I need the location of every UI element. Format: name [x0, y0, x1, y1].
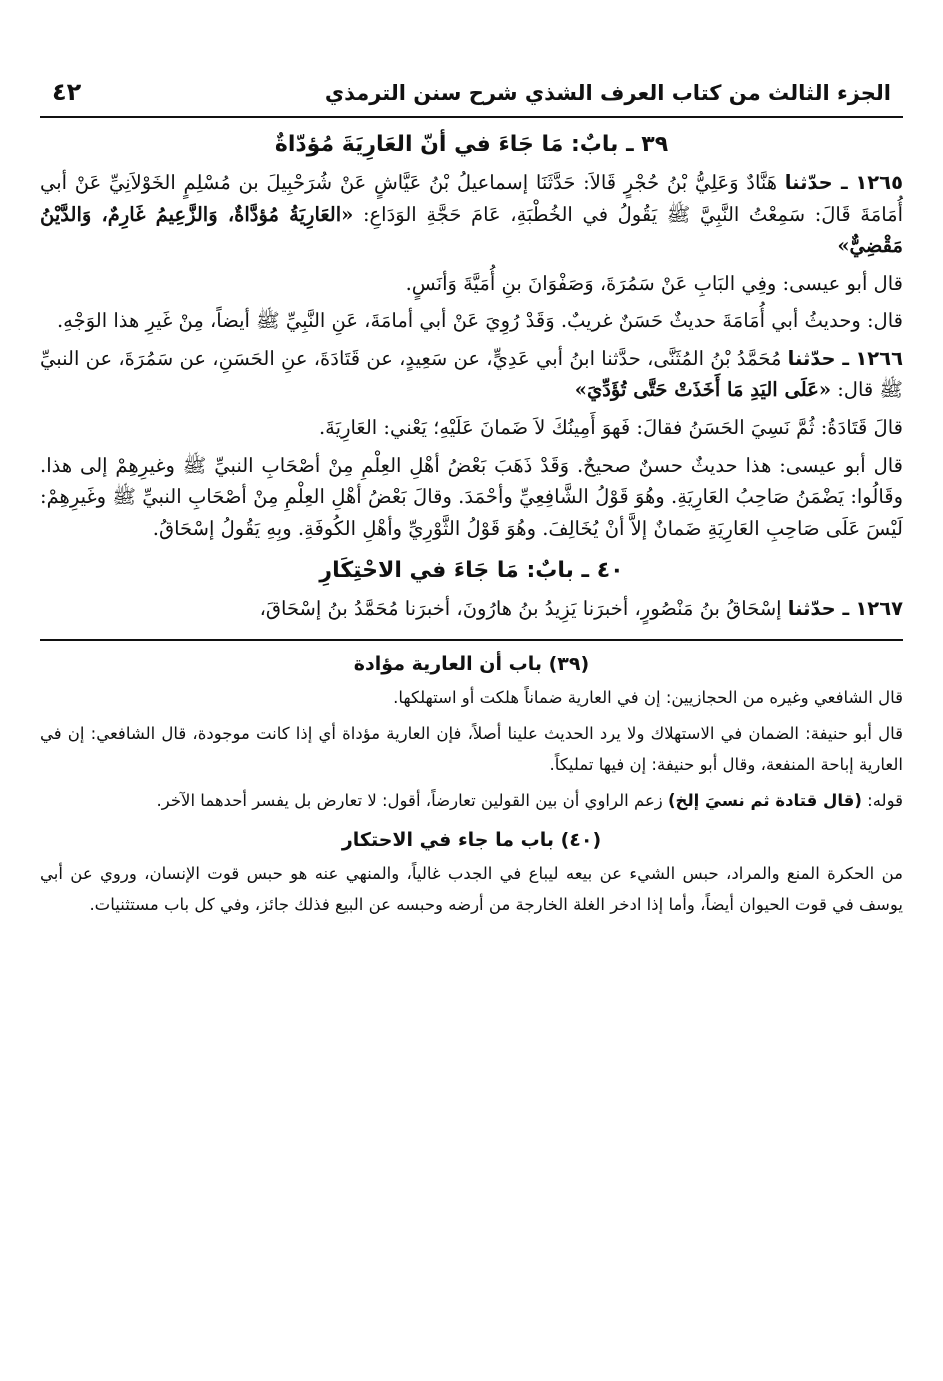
- hadith-isnad: هَنَّادٌ وَعَلِيُّ بْنُ حُجْرٍ قَالاَ: حَدَّثَنَا إسماعيلُ بْنُ عَيَّاشٍ عَنْ شُرَحْبِيلَ بن مُسْلِمٍ الخَوْلاَنِيِّ عَنْ أبي أُمَامَةَ قَالَ: سَمِعْتُ النَّبِيَّ ﷺ يَقُولُ في الخُطْبَةِ، عَامَ حَجَّةِ الوَدَاعِ:: [40, 171, 904, 226]
- commentary-39-p1: قال الشافعي وغيره من الحجازيين: إن في العارية ضماناً هلكت أو استهلكها.: [393, 687, 903, 707]
- chapter-39-title: ٣٩ ـ بابٌ: مَا جَاءَ في أنّ العَارِيَةَ مُؤدّاةٌ: [274, 132, 669, 157]
- commentary-text: زعم الراوي أن بين القولين تعارضاً، أقول: لا تعارض بل يفسر أحدهما الآخر.: [156, 791, 663, 811]
- hadith-isnad: إسْحَاقُ بنُ مَنْصُورٍ، أخبرَنا يَزِيدُ بنُ هارُونَ، أخبرَنا مُحَمَّدُ بنُ إسْحَاقَ،: [259, 597, 782, 621]
- commentary-39-title: (٣٩) باب أن العارية مؤادة: [353, 652, 590, 675]
- hadith-keyword: ـ حدّثنا: [787, 597, 850, 621]
- main-text: [40, 132, 903, 920]
- running-title: الجزء الثالث من كتاب العرف الشذي شرح سنن الترمذي: [324, 81, 891, 105]
- commentary-reference: (قال قتادة ثم نسيَ إلخ): [668, 791, 862, 811]
- commentary-39-p2: قال أبو حنيفة: الضمان في الاستهلاك ولا يرد الحديث علينا أصلاً، فإن العارية مؤداة أي إذا كانت موجودة، قال الشافعي: إن في العارية إباحة المنفعة، وقال أبو حنيفة: إن فيها تمليكاً.: [40, 724, 903, 774]
- commentary-39-p3: [40, 786, 903, 817]
- commentary-40-title: (٤٠) باب ما جاء في الاحتكار: [341, 829, 602, 851]
- qala-comment-1: قال: وحديثُ أبي أُمَامَةَ حديثٌ حَسَنٌ غريبٌ. وَقَدْ رُوِيَ عَنْ أبي أمامَةَ، عَنِ النَّبِيِّ ﷺ أيضاً، مِنْ غَيرِ هذا الوَجْهِ.: [56, 309, 903, 333]
- qatada-comment: قالَ قَتَادَةُ: ثُمَّ نَسِيَ الحَسَنُ فقالَ: فَهوَ أَمِينُكَ لاَ ضَمانَ عَلَيْهِ؛ يَعْني: العَارِيَةَ.: [318, 416, 903, 440]
- hadith-keyword: ـ حدّثنا: [784, 171, 848, 194]
- chapter-40-title: ٤٠ ـ بابٌ: مَا جَاءَ في الاحْتِكَارِ: [319, 558, 624, 584]
- hadith-matn: «العَارِيَةُ مُؤدَّاةٌ، وَالزَّعِيمُ غَارِمٌ، وَالدَّيْنُ مَقْضِيٌّ»: [40, 202, 903, 258]
- running-header: [40, 72, 903, 118]
- footnote-divider: [40, 639, 903, 641]
- page-number: ٤٢: [52, 78, 82, 106]
- hadith-number: ١٢٦٦: [855, 346, 903, 370]
- hadith-isnad: مُحَمَّدُ بْنُ المُثَنَّى، حدَّثنا ابنُ أبي عَدِيٍّ، عن سَعِيدٍ، عن قَتَادَةَ، عنِ الحَسَنِ، عن سَمُرَةَ، عن النبيِّ ﷺ قال:: [40, 346, 903, 402]
- abu-isa-comment-2: قال أبو عيسى: هذا حديثٌ حسنٌ صحيحٌ. وَقَدْ ذَهَبَ بَعْضُ أهْلِ العِلْمِ مِنْ أصْحَابِ النبيِّ ﷺ وغيرِهِمْ إلى هذا. وقَالُوا: يَضْمَنُ صَاحِبُ العَارِيَةِ. وهُوَ قَوْلُ الشَّافِعِيِّ وأحْمَدَ. وقالَ بَعْضُ أهْلِ العِلْمِ مِنْ أصْحَابِ النبيِّ ﷺ وغَيرِهِمْ: لَيْسَ عَلَى صَاحِبِ العَارِيَةِ ضَمانٌ إلاَّ أنْ يُخَالِفَ. وهُوَ قَوْلُ الثَّوْرِيِّ وأهْلِ الكُوفَةِ. وبِهِ يَقُولُ إسْحَاقُ.: [40, 453, 903, 540]
- hadith-number: ١٢٦٥: [855, 171, 903, 194]
- hadith-keyword: ـ حدّثنا: [787, 346, 850, 370]
- hadith-1266: [40, 343, 903, 406]
- commentary-40-p1: من الحكرة المنع والمراد، حبس الشيء عن بيعه ليباع في الجدب غالياً، والمنهي عنه هو حبس قوت الإنسان، وروي عن أبي يوسف في قوت الحيوان أيضاً، وأما إذا ادخر الغلة الخارجة من أرضه وحبسه عن البيع فذلك جائز، وفي كل باب مستثنيات.: [40, 864, 903, 914]
- hadith-1265: [40, 167, 903, 262]
- commentary-prefix: قوله:: [867, 791, 903, 811]
- hadith-1267: [40, 593, 903, 625]
- hadith-number: ١٢٦٧: [855, 597, 903, 621]
- hadith-matn: «عَلَى اليَدِ مَا أَخَذَتْ حَتَّى تُؤَدِّيَ»: [574, 378, 832, 402]
- abu-isa-comment-1: قال أبو عيسى: وفِي البَابِ عَنْ سَمُرَةَ، وَصَفْوَانَ بنِ أُمَيَّةَ وَأنَسٍ.: [405, 271, 903, 295]
